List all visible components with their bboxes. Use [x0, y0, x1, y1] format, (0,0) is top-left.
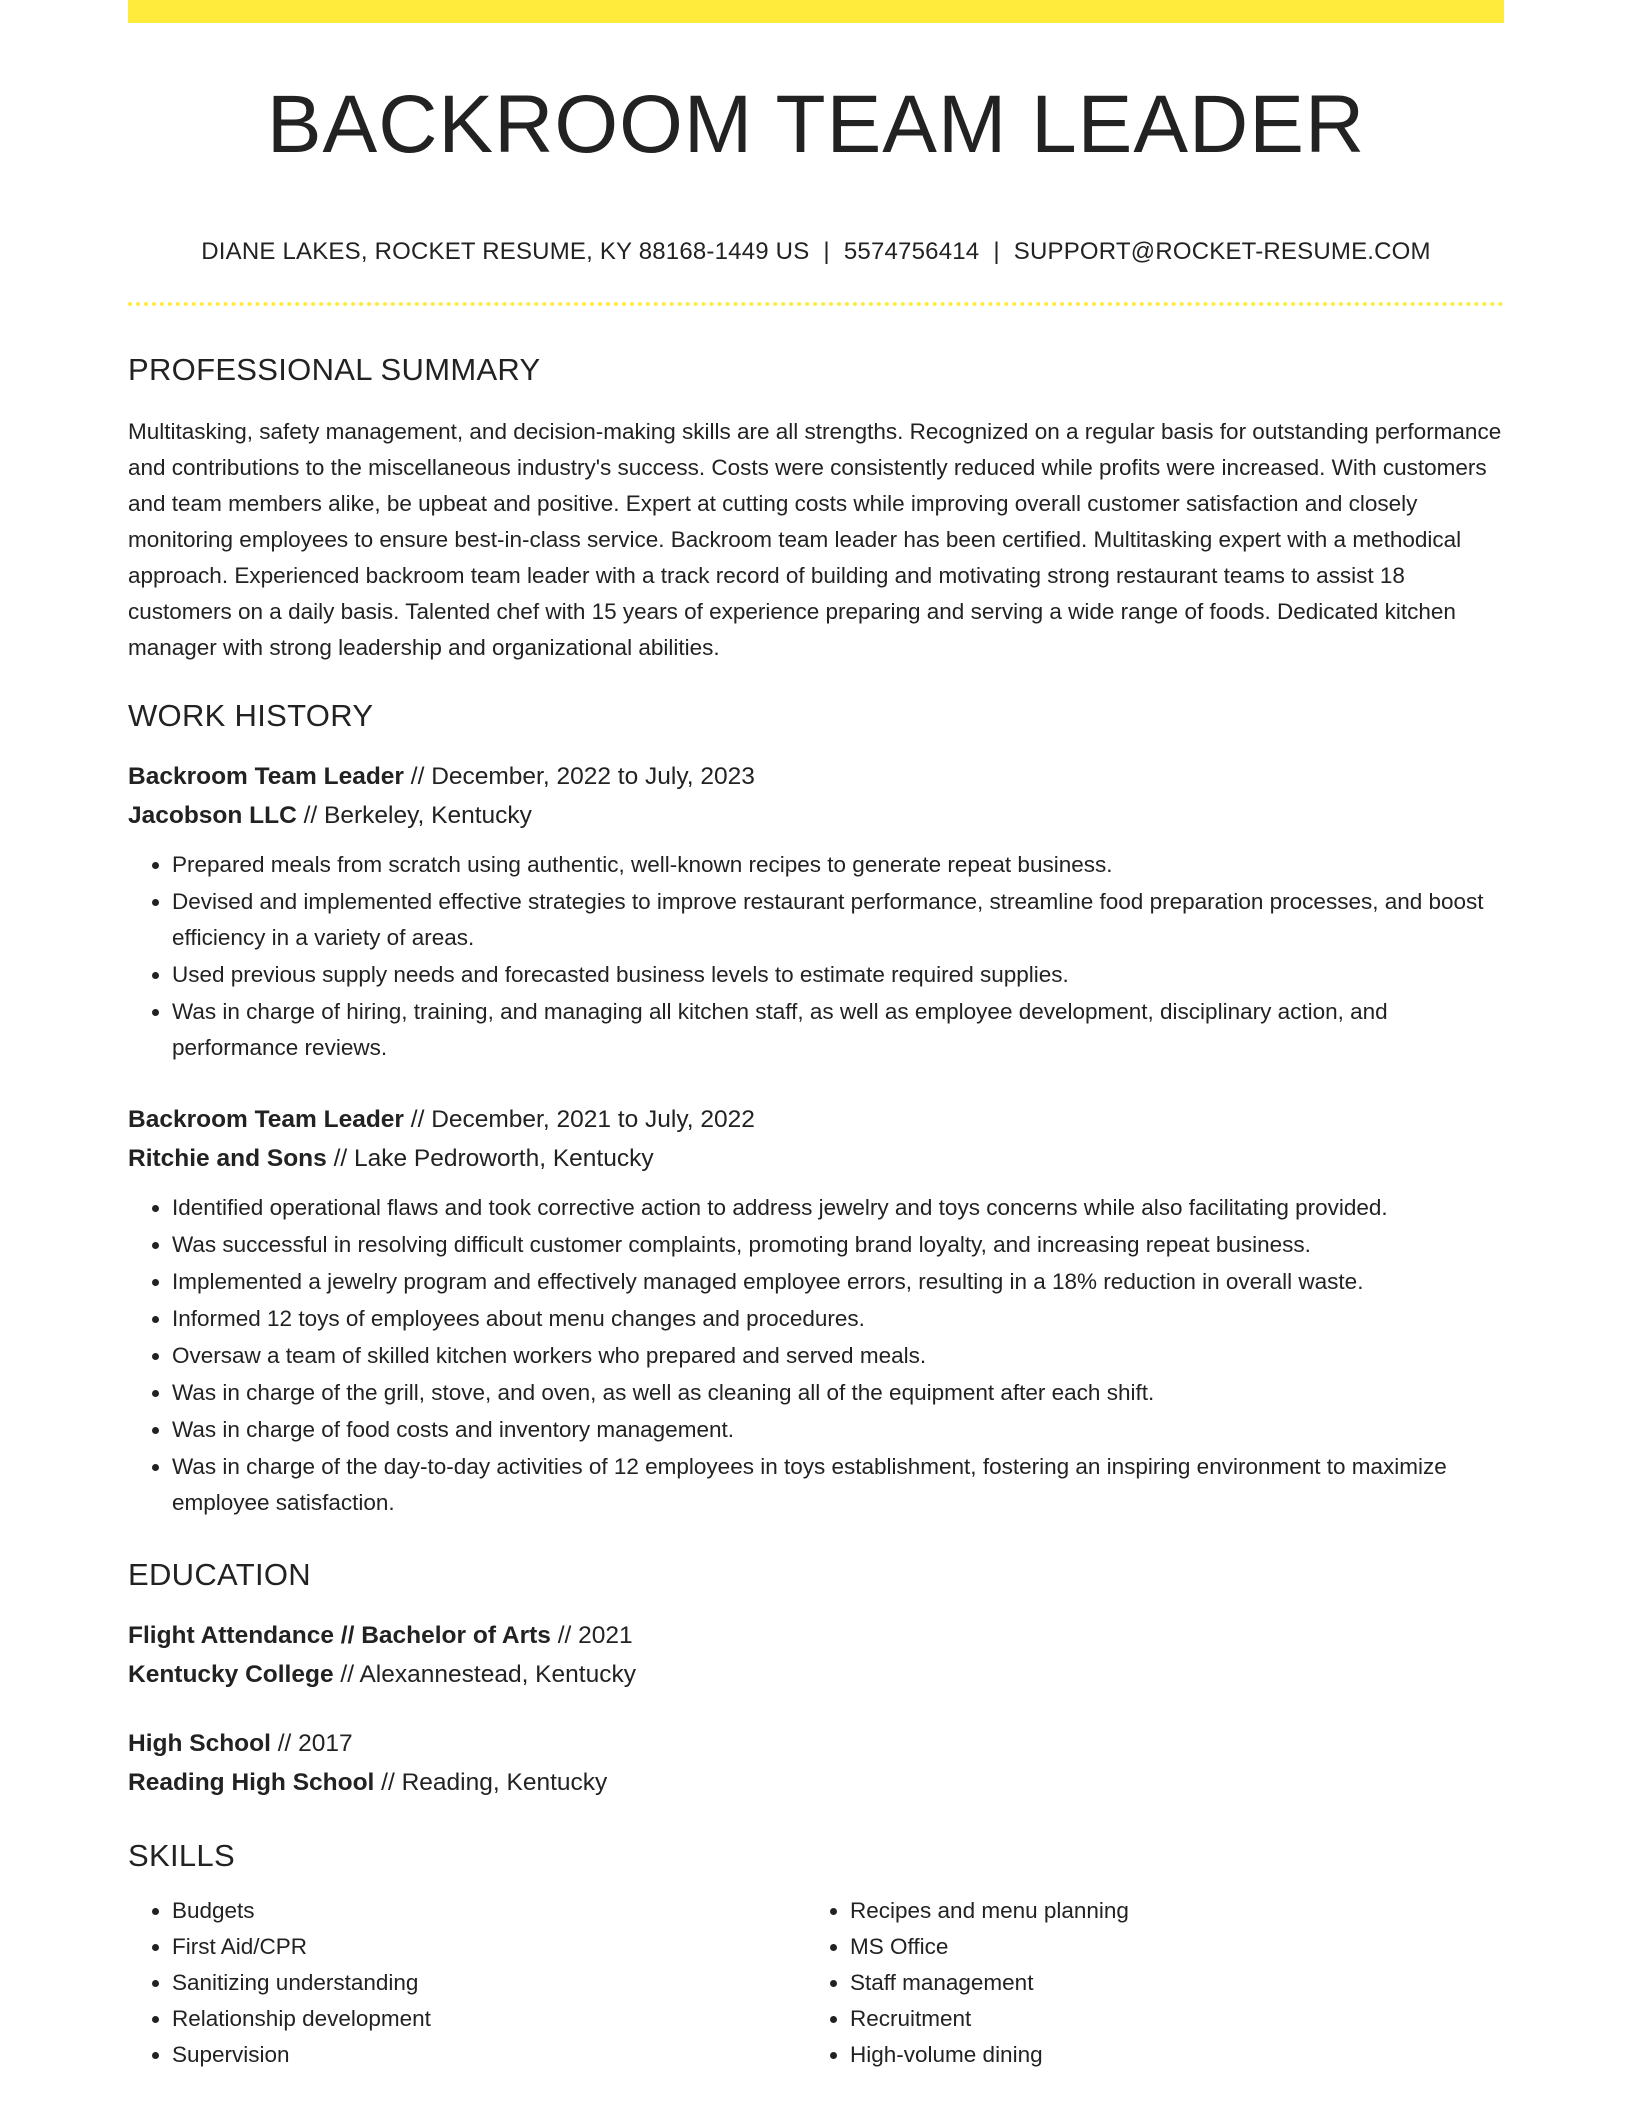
contact-address: DIANE LAKES, ROCKET RESUME, KY 88168-1449 US	[201, 238, 810, 265]
work-history-heading: WORK HISTORY	[128, 698, 374, 733]
job-bullet: • Prepared meals from scratch using authentic, well-known recipes to generate repeat business.	[172, 847, 1504, 883]
skill-item: • Relationship development	[172, 2001, 806, 2037]
job-location: // Lake Pedroworth, Kentucky	[326, 1145, 654, 1172]
skills-column-left	[128, 1893, 806, 2073]
job-dates: // December, 2022 to July, 2023	[403, 763, 755, 790]
job-entry	[128, 757, 1504, 1066]
skill-item: • Recruitment	[850, 2001, 1484, 2037]
education-degree-line	[128, 1724, 1504, 1763]
skill-item: • High-volume dining	[850, 2037, 1484, 2073]
skill-item: • MS Office	[850, 1929, 1484, 1965]
job-bullets	[128, 1190, 1504, 1521]
education-school: Reading High School	[128, 1769, 375, 1796]
education-school: Kentucky College	[128, 1661, 334, 1688]
job-company-line	[128, 796, 1504, 835]
job-role: Backroom Team Leader	[128, 1106, 404, 1133]
summary-text: Multitasking, safety management, and decision-making skills are all strengths. Recognized on a regular basis for outstanding performance and contributions to the miscellaneous industry's success. Costs were consistently reduced while profits were increased. With customers and team members alike, be upbeat and positive. Expert at cutting costs while improving overall customer satisfaction and closely monitoring employees to ensure best-in-class service. Backroom team leader has been certified. Multitasking expert with a methodical approach. Experienced backroom team leader with a track record of building and motivating strong restaurant teams to assist 18 customers on a daily basis. Talented chef with 15 years of experience preparing and serving a wide range of foods. Dedicated kitchen manager with strong leadership and organizational abilities.	[128, 419, 1502, 660]
job-role: Backroom Team Leader	[128, 763, 404, 790]
job-bullet: • Was successful in resolving difficult customer complaints, promoting brand loyalty, and increasing repeat business.	[172, 1227, 1504, 1263]
contact-separator: |	[823, 238, 830, 265]
resume-page	[128, 0, 1504, 2073]
job-role-line	[128, 1100, 1504, 1139]
education-entry	[128, 1724, 1504, 1802]
summary-heading: PROFESSIONAL SUMMARY	[128, 352, 541, 387]
job-bullet: • Was in charge of the grill, stove, and oven, as well as cleaning all of the equipment after each shift.	[172, 1375, 1504, 1411]
education-entry	[128, 1616, 1504, 1694]
skill-item: • Sanitizing understanding	[172, 1965, 806, 2001]
skill-item: • First Aid/CPR	[172, 1929, 806, 1965]
education-degree: Flight Attendance // Bachelor of Arts	[128, 1622, 551, 1649]
education-degree: High School	[128, 1730, 271, 1757]
education-location: // Reading, Kentucky	[374, 1769, 608, 1796]
dotted-divider	[128, 302, 1504, 306]
education-school-line	[128, 1655, 1504, 1694]
skills-heading: SKILLS	[128, 1838, 235, 1873]
top-accent-bar	[128, 0, 1504, 23]
education-school-line	[128, 1763, 1504, 1802]
job-bullet: • Oversaw a team of skilled kitchen workers who prepared and served meals.	[172, 1338, 1504, 1374]
skill-item: • Budgets	[172, 1893, 806, 1929]
skill-item: • Staff management	[850, 1965, 1484, 2001]
skills-list	[128, 1893, 1504, 2073]
job-bullet: • Was in charge of food costs and inventory management.	[172, 1412, 1504, 1448]
education-location: // Alexannestead, Kentucky	[333, 1661, 636, 1688]
job-bullets	[128, 847, 1504, 1066]
job-bullet: • Identified operational flaws and took corrective action to address jewelry and toys concerns while also facilitating provided.	[172, 1190, 1504, 1226]
job-company-line	[128, 1139, 1504, 1178]
job-company: Ritchie and Sons	[128, 1145, 327, 1172]
resume-title: BACKROOM TEAM LEADER	[266, 79, 1366, 170]
job-role-line	[128, 757, 1504, 796]
job-location: // Berkeley, Kentucky	[296, 802, 532, 829]
job-bullet: • Informed 12 toys of employees about menu changes and procedures.	[172, 1301, 1504, 1337]
job-company: Jacobson LLC	[128, 802, 297, 829]
job-bullet: • Used previous supply needs and forecasted business levels to estimate required supplies.	[172, 957, 1504, 993]
contact-phone: 5574756414	[843, 238, 980, 265]
skills-column-right	[806, 1893, 1484, 2073]
skill-item: • Supervision	[172, 2037, 806, 2073]
job-entry	[128, 1100, 1504, 1521]
job-bullet: • Devised and implemented effective strategies to improve restaurant performance, streamline food preparation processes, and boost efficiency in a variety of areas.	[172, 884, 1504, 956]
job-bullet: • Was in charge of the day-to-day activities of 12 employees in toys establishment, fostering an inspiring environment to maximize employee satisfaction.	[172, 1449, 1504, 1521]
job-bullet: • Implemented a jewelry program and effectively managed employee errors, resulting in a 18% reduction in overall waste.	[172, 1264, 1504, 1300]
contact-separator: |	[993, 238, 1000, 265]
contact-email: SUPPORT@ROCKET-RESUME.COM	[1013, 238, 1431, 265]
education-year: // 2017	[270, 1730, 353, 1757]
job-dates: // December, 2021 to July, 2022	[403, 1106, 755, 1133]
education-year: // 2021	[550, 1622, 633, 1649]
education-degree-line	[128, 1616, 1504, 1655]
job-bullet: • Was in charge of hiring, training, and managing all kitchen staff, as well as employee development, disciplinary action, and performance reviews.	[172, 994, 1504, 1066]
contact-line	[128, 240, 1504, 264]
skill-item: • Recipes and menu planning	[850, 1893, 1484, 1929]
education-heading: EDUCATION	[128, 1557, 311, 1592]
